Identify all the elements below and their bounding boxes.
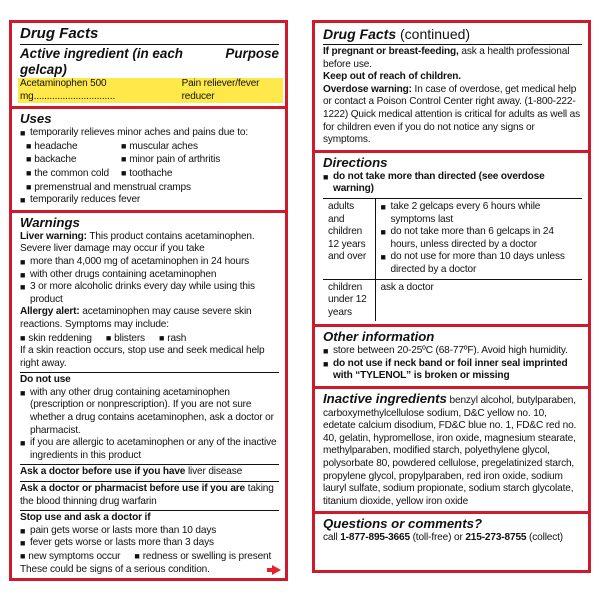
questions-section bbox=[315, 514, 588, 548]
directions-table bbox=[323, 198, 582, 321]
list-item: ■ blisters bbox=[106, 332, 145, 346]
liver-warning-label: Liver warning: bbox=[20, 230, 87, 242]
list-item: temporarily reduces fever bbox=[30, 194, 141, 206]
drug-facts-title: Drug Facts bbox=[20, 25, 99, 42]
ask-pharmacist-label: Ask a doctor or pharmacist before use if you are bbox=[20, 483, 246, 495]
list-item: 3 or more alcoholic drinks every day while using this product bbox=[30, 281, 255, 305]
allergy-footer: If a skin reaction occurs, stop use and seek medical help right away. bbox=[20, 345, 265, 369]
phone-note: (toll-free) or bbox=[412, 532, 463, 544]
list-item: ■ new symptoms occur bbox=[20, 550, 120, 564]
continued-warnings-section bbox=[315, 23, 588, 153]
list-item: store between 20-25ºC (68-77ºF). Avoid high humidity. bbox=[333, 345, 568, 357]
uses-grid bbox=[20, 140, 279, 181]
active-ingredient: Acetaminophen 500 mg bbox=[20, 78, 107, 102]
directions-section: Directions ■ do not take more than directed (see overdose warning) adults and children 12 years and over ■ take 2 gelcaps every 6 hours while symptoms last ■ do not take more than 6 gelcaps in 24 hours, unless directed by a doctor ■ do not use for more than 10 days unless directed by a doctor children under 12 years ask a doctor bbox=[315, 153, 588, 328]
list-item: do not take more than 6 gelcaps in 24 hours, unless directed by a doctor bbox=[390, 226, 554, 250]
phone-number-collect[interactable]: 215-273-8755 bbox=[465, 532, 527, 544]
age-group: children under 12 years bbox=[323, 279, 375, 321]
purpose-heading: Purpose bbox=[225, 46, 279, 61]
list-item: with other drugs containing acetaminophen bbox=[30, 268, 217, 280]
table-row bbox=[323, 279, 582, 321]
list-item: ■ toothache bbox=[121, 167, 279, 181]
leader-dots: ............................... bbox=[33, 90, 116, 102]
uses-heading: Uses bbox=[20, 111, 52, 127]
list-item: do not use if neck band or foil inner seal imprinted with “TYLENOL” is broken or missing bbox=[333, 357, 568, 382]
allergy-alert-text: acetaminophen may cause severe skin reactions. Symptoms may include: bbox=[20, 306, 252, 330]
questions-heading: Questions or comments? bbox=[323, 516, 483, 532]
stop-use-heading: Stop use and ask a doctor if bbox=[20, 510, 279, 525]
liver-warning-text: This product contains acetaminophen. Severe liver damage may occur if you take bbox=[20, 230, 255, 255]
ask-pharmacist-text: taking the blood thinning drug warfarin bbox=[20, 483, 274, 507]
inactive-ingredients-text: benzyl alcohol, butylparaben, carboxymethylcellulose sodium, D&C yellow no. 10, edetate calcium disodium, FD&C blue no. 1, FD&C red no. 40, gelatin, hypromellose, iron oxide, magnesium stearate, methylparaben, modified starch, polyethylene glycol, polysorbate 80, powdered cellulose, pregelatinized starch, propylene glycol, propylparaben, red iron oxide, sodium lauryl sulfate, sodium propionate, sodium starch glycolate, titanium dioxide, yellow iron oxide bbox=[323, 395, 577, 507]
list-item: do not use for more than 10 days unless directed by a doctor bbox=[390, 251, 565, 275]
list-item: ■ backache bbox=[26, 153, 121, 167]
pregnancy-label: If pregnant or breast-feeding, bbox=[323, 46, 459, 57]
warnings-heading: Warnings bbox=[20, 214, 80, 230]
allergy-alert-label: Allergy alert: bbox=[20, 306, 80, 318]
inactive-ingredients-heading: Inactive ingredients bbox=[323, 391, 447, 407]
list-item: fever gets worse or lasts more than 3 days bbox=[30, 537, 214, 549]
do-not-use-heading: Do not use bbox=[20, 372, 279, 387]
list-item: if you are allergic to acetaminophen or any of the inactive ingredients in this product bbox=[30, 437, 277, 461]
directions-top: do not take more than directed (see overdose warning) bbox=[333, 170, 545, 195]
list-item: ■ skin reddening bbox=[20, 332, 92, 346]
list-item: ■ the common cold bbox=[26, 167, 121, 181]
active-ingredient-heading: Active ingredient (in each gelcap) bbox=[20, 46, 183, 77]
square-bullet-icon: ■ bbox=[20, 128, 26, 139]
direction-text: ask a doctor bbox=[380, 281, 434, 293]
inactive-ingredients-section bbox=[315, 389, 588, 514]
drug-facts-panel-right bbox=[312, 20, 591, 573]
list-item: take 2 gelcaps every 6 hours while symptoms last bbox=[390, 200, 541, 225]
purpose-text: Pain reliever/fever reducer bbox=[181, 78, 260, 102]
active-ingredient-section bbox=[12, 23, 285, 109]
ask-doctor-label: Ask a doctor before use if you have bbox=[20, 466, 186, 478]
active-ingredient-row bbox=[18, 78, 283, 103]
stop-use-footer: These could be signs of a serious condition. bbox=[20, 563, 210, 575]
warnings-section: Warnings Liver warning: This product contains acetaminophen. Severe liver damage may occur if you take ■ more than 4,000 mg of acetaminophen in 24 hours ■ with other drugs containing acetaminophen ■ 3 or more alcoholic drinks every day while using this product Allergy alert: acetaminophen may cause severe skin reactions. Symptoms may include: ■ skin reddening ■ blisters ■ rash If a skin reaction occurs, stop use and seek medical help right away. Do not use ■ with any other drug containing acetaminophen (prescription or nonprescription). If you are not sure whether a drug contains acetaminophen, ask a doctor or pharmacist. ■ if you are allergic to acetaminophen or any of the inactive ingredients in this product Ask a doctor before use if you have liver disease Ask a doctor or pharmacist before use if you are taking the blood thinning drug warfarin Stop use and ask a doctor if ■ pain gets worse or lasts more than 10 days ■ fever gets worse or lasts more than 3 days ■ new symptoms occur ■ redness or swelling is present These could be signs of a serious condition. bbox=[12, 213, 285, 579]
continue-arrow-icon bbox=[272, 565, 281, 575]
call-prefix: call bbox=[323, 532, 338, 544]
other-information-section: Other information ■ store between 20-25ºC (68-77ºF). Avoid high humidity. ■ do not use if neck band or foil inner seal imprinted with “TYLENOL” is broken or missing bbox=[315, 327, 588, 389]
list-item: ■ minor pain of arthritis bbox=[121, 153, 279, 167]
uses-section bbox=[12, 109, 285, 213]
overdose-label: Overdose warning: bbox=[323, 83, 412, 95]
other-information-heading: Other information bbox=[323, 329, 435, 345]
list-item: ■ rash bbox=[159, 332, 186, 346]
directions-heading: Directions bbox=[323, 154, 388, 170]
uses-intro: temporarily relieves minor aches and pains due to: bbox=[30, 127, 249, 139]
list-item: ■ premenstrual and menstrual cramps bbox=[26, 182, 191, 193]
drug-facts-title: Drug Facts bbox=[323, 26, 397, 42]
table-row: adults and children 12 years and over ■ take 2 gelcaps every 6 hours while symptoms last ■ do not take more than 6 gelcaps in 24 hours, unless directed by a doctor ■ do not use for more than 10 days unless directed by a doctor bbox=[323, 198, 582, 279]
phone-note: (collect) bbox=[529, 532, 564, 544]
list-item: ■ muscular aches bbox=[121, 140, 279, 154]
pregnancy-text: ask a health professional before use. bbox=[323, 46, 570, 70]
list-item: ■ headache bbox=[26, 140, 121, 154]
ask-doctor-text: liver disease bbox=[187, 466, 243, 478]
drug-facts-panel-left bbox=[9, 20, 288, 581]
list-item: with any other drug containing acetaminophen (prescription or nonprescription). If you are not sure whether a drug contains acetaminophen, ask a doctor or pharmacist. bbox=[30, 386, 274, 436]
continued-label: (continued) bbox=[400, 26, 471, 42]
overdose-text: In case of overdose, get medical help or contact a Poison Control Center right away. (1-800-222-1222) Quick medical attention is critical for adults as well as for children even if you do not notice any signs or symptoms. bbox=[323, 83, 581, 146]
list-item: ■ redness or swelling is present bbox=[134, 550, 271, 564]
list-item: more than 4,000 mg of acetaminophen in 24 hours bbox=[30, 255, 250, 267]
age-group: adults and children 12 years and over bbox=[323, 198, 375, 279]
phone-number-toll-free[interactable]: 1-877-895-3665 bbox=[340, 532, 410, 544]
square-bullet-icon: ■ bbox=[20, 195, 26, 206]
children-warning: Keep out of reach of children. bbox=[323, 71, 461, 83]
list-item: pain gets worse or lasts more than 10 days bbox=[30, 524, 217, 536]
